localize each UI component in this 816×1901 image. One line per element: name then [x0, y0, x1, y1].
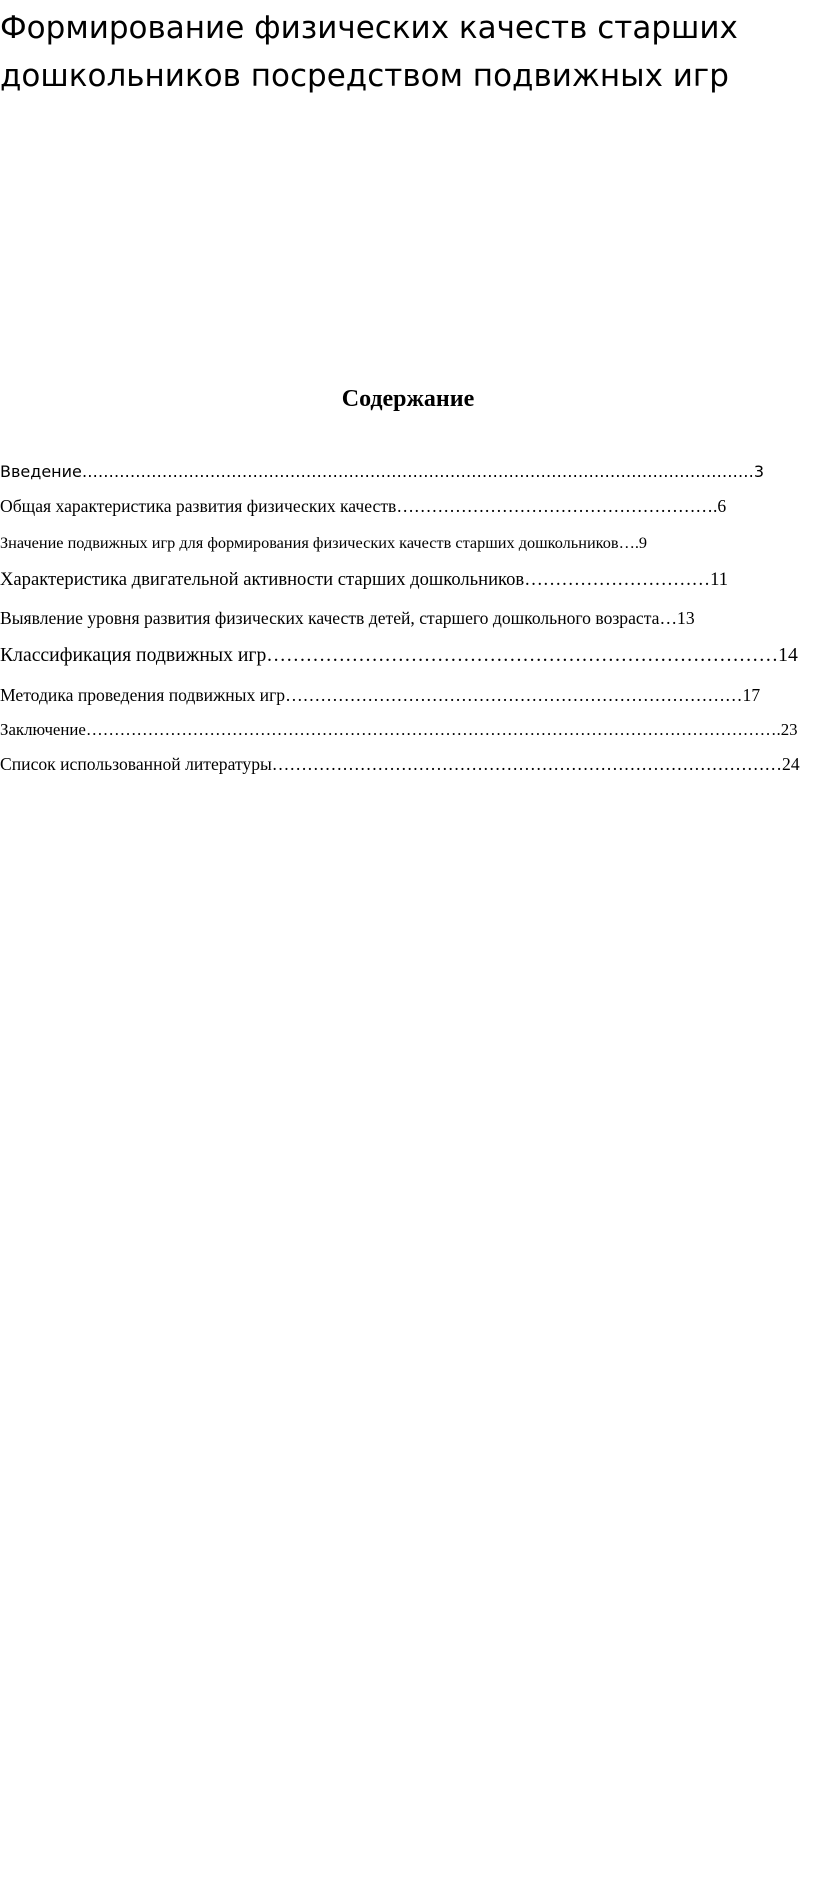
toc-entry-text: Общая характеристика развития физических качеств……………………………………………….6 — [0, 496, 727, 516]
toc-entry-general-characteristics — [0, 495, 726, 517]
toc-entry-text: Заключение…………………………………………………………………………………………………………….23 — [0, 720, 798, 739]
toc-entry-outdoor-games-significance — [0, 532, 647, 554]
toc-entry-development-level — [0, 606, 695, 630]
toc-entry-games-classification — [0, 642, 798, 668]
toc-entry-text: Характеристика двигательной активности старших дошкольников…………………………11 — [0, 569, 729, 590]
toc-entry-references — [0, 752, 800, 776]
toc-entry-text: Список использованной литературы……………………………………………………………………………24 — [0, 754, 800, 774]
toc-entry-text: Введение………………………………………………………………………………………………………………3 — [0, 462, 765, 481]
toc-heading: Содержание — [341, 386, 475, 412]
toc-entry-text: Классификация подвижных игр……………………………………………………………………14 — [0, 644, 798, 666]
toc-entry-methodology — [0, 683, 760, 707]
toc-entry-conclusion — [0, 718, 798, 742]
document-title: Формирование физических качеств старших дошкольников посредством подвижных игр — [0, 10, 738, 94]
toc-entry-text: Значение подвижных игр для формирования физических качеств старших дошкольников….9 — [0, 533, 648, 552]
toc-entry-motor-activity — [0, 568, 728, 592]
toc-entry-text: Выявление уровня развития физических качеств детей, старшего дошкольного возраста…13 — [0, 608, 695, 628]
toc-entry-text: Методика проведения подвижных игр……………………………………………………………………17 — [0, 685, 761, 705]
toc-entry-introduction — [0, 461, 764, 483]
